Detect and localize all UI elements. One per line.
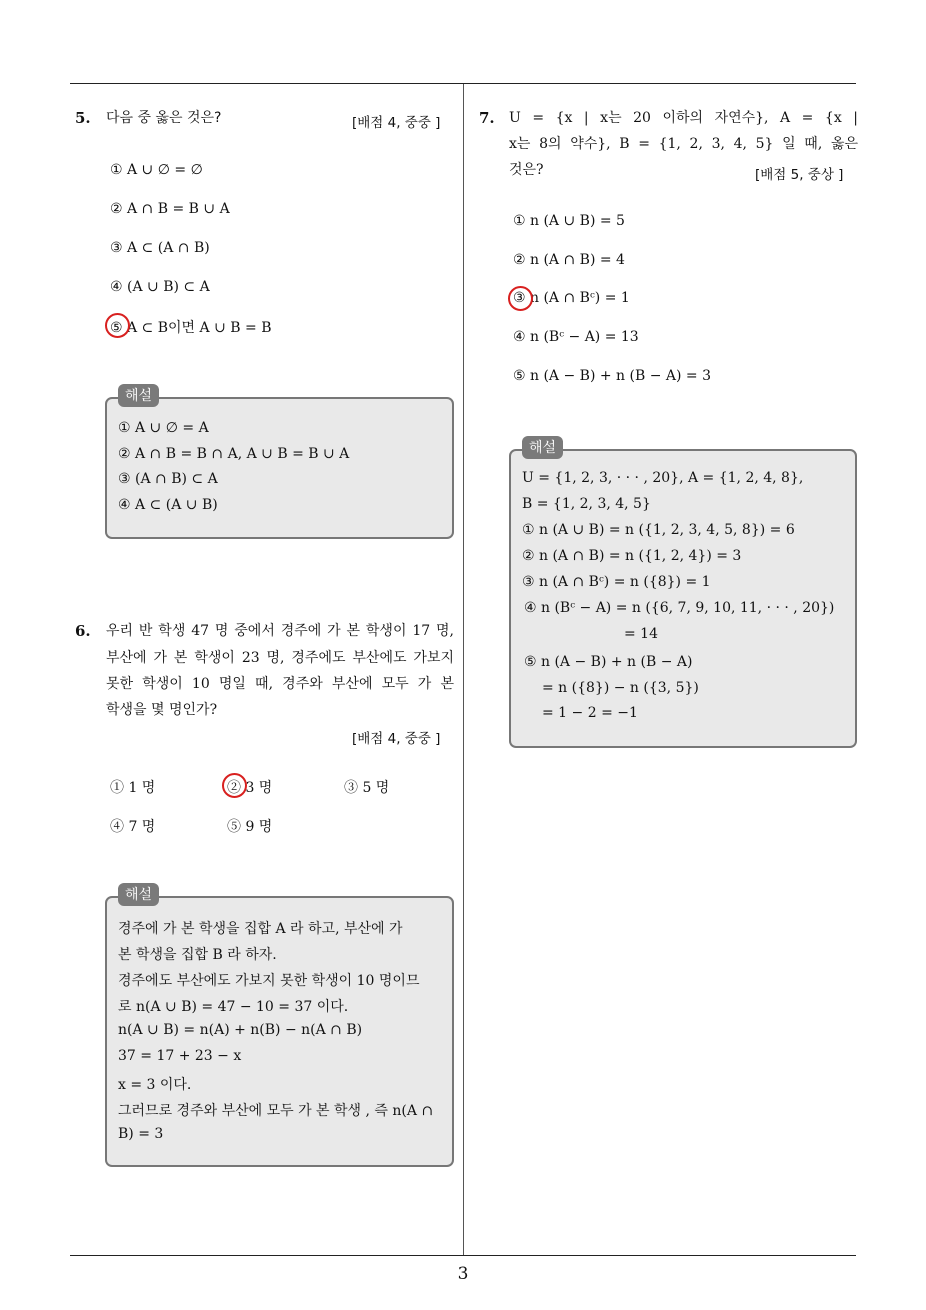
q7-option-1[interactable]: ① n (A ∪ B) = 5 [513, 213, 625, 229]
q7-explanation-line: ② n (A ∩ B) = n ({1, 2, 4}) = 3 [522, 548, 742, 564]
q6-option-2[interactable]: ② 3 명 [227, 780, 273, 796]
q6-question-line: 학생을 몇 명인가? [106, 702, 218, 718]
q7-explanation-line: B = {1, 2, 3, 4, 5} [522, 496, 651, 512]
q5-option-2[interactable]: ② A ∩ B = B ∪ A [110, 201, 230, 217]
q7-question-line: 것은? [509, 162, 544, 178]
q6-option-5[interactable]: ⑤ 9 명 [227, 819, 273, 835]
q7-explanation-line: ① n (A ∪ B) = n ({1, 2, 3, 4, 5, 8}) = 6 [522, 522, 795, 538]
q7-meta: [배점 5, 중상 ] [755, 167, 844, 183]
q7-explanation-tag: 해설 [522, 436, 563, 459]
q6-question-line: 못한 학생이 10 명일 때, 경주와 부산에 모두 가 본 [106, 676, 454, 692]
q6-explanation-line: 로 n(A ∪ B) = 47 − 10 = 37 이다. [118, 999, 349, 1015]
q5-explanation-line: ④ A ⊂ (A ∪ B) [118, 497, 218, 513]
q7-question-line: x는 8의 약수}, B = {1, 2, 3, 4, 5} 일 때, 옳은 [509, 136, 858, 152]
q6-explanation-line: x = 3 이다. [118, 1077, 192, 1093]
q6-explanation-line: 본 학생을 집합 B 라 하자. [118, 947, 277, 963]
q6-explanation-line: B) = 3 [118, 1126, 164, 1142]
q6-explanation-line: 그러므로 경주와 부산에 모두 가 본 학생 , 즉 n(A ∩ [118, 1103, 434, 1119]
q7-explanation-line: ⑤ n (A − B) + n (B − A) [524, 654, 693, 670]
q6-explanation-line: n(A ∪ B) = n(A) + n(B) − n(A ∩ B) [118, 1022, 363, 1038]
q6-number: 6. [75, 622, 91, 640]
q6-explanation-line: 경주에 가 본 학생을 집합 A 라 하고, 부산에 가 [118, 921, 403, 937]
q7-answer-mark-circle [508, 286, 533, 311]
q5-number: 5. [75, 109, 91, 127]
q5-option-4[interactable]: ④ (A ∪ B) ⊂ A [110, 279, 210, 295]
q7-explanation-line: U = {1, 2, 3, · · · , 20}, A = {1, 2, 4, 8}, [522, 470, 804, 486]
q5-option-3[interactable]: ③ A ⊂ (A ∩ B) [110, 240, 210, 256]
q5-explanation-line: ② A ∩ B = B ∩ A, A ∪ B = B ∪ A [118, 446, 350, 462]
q6-question-line: 우리 반 학생 47 명 중에서 경주에 가 본 학생이 17 명, [106, 623, 454, 639]
q7-explanation-line: = n ({8}) − n ({3, 5}) [542, 680, 699, 696]
q5-meta: [배점 4, 중중 ] [352, 115, 441, 131]
q7-explanation-box [509, 449, 857, 748]
q5-explanation-line: ① A ∪ ∅ = A [118, 420, 209, 436]
q6-option-1[interactable]: ① 1 명 [110, 780, 156, 796]
q6-meta: [배점 4, 중중 ] [352, 731, 441, 747]
q7-explanation-line: ④ n (Bᶜ − A) = n ({6, 7, 9, 10, 11, · · · , 20}) [524, 600, 835, 616]
q6-option-3[interactable]: ③ 5 명 [344, 780, 390, 796]
q5-explanation-line: ③ (A ∩ B) ⊂ A [118, 471, 218, 487]
q6-question-line: 부산에 가 본 학생이 23 명, 경주에도 부산에도 가보지 [106, 650, 454, 666]
q6-option-4[interactable]: ④ 7 명 [110, 819, 156, 835]
q6-explanation-line: 경주에도 부산에도 가보지 못한 학생이 10 명이므 [118, 973, 420, 989]
q7-option-5[interactable]: ⑤ n (A − B) + n (B − A) = 3 [513, 368, 712, 384]
q7-option-4[interactable]: ④ n (Bᶜ − A) = 13 [513, 329, 639, 345]
q7-option-3[interactable]: ③ n (A ∩ Bᶜ) = 1 [513, 290, 630, 306]
q5-explanation-tag: 해설 [118, 384, 159, 407]
q5-option-1[interactable]: ① A ∪ ∅ = ∅ [110, 162, 203, 178]
bottom-rule [70, 1255, 856, 1256]
q7-explanation-line: ③ n (A ∩ Bᶜ) = n ({8}) = 1 [522, 574, 711, 590]
q5-answer-mark-circle [105, 313, 130, 338]
page-number: 3 [457, 1264, 469, 1284]
q6-answer-mark-circle [222, 773, 247, 798]
q5-question: 다음 중 옳은 것은? [106, 110, 222, 126]
q7-number: 7. [479, 109, 495, 127]
q7-option-2[interactable]: ② n (A ∩ B) = 4 [513, 252, 625, 268]
q5-explanation-box [105, 397, 454, 539]
q6-explanation-tag: 해설 [118, 883, 159, 906]
q7-question-line: U = {x | x는 20 이하의 자연수}, A = {x | [509, 110, 858, 126]
q7-explanation-line: = 14 [624, 626, 658, 642]
q7-explanation-line: = 1 − 2 = −1 [542, 705, 638, 721]
q5-option-5[interactable]: ⑤ A ⊂ B이면 A ∪ B = B [110, 320, 272, 336]
column-divider [463, 84, 464, 1256]
q6-explanation-line: 37 = 17 + 23 − x [118, 1048, 242, 1064]
